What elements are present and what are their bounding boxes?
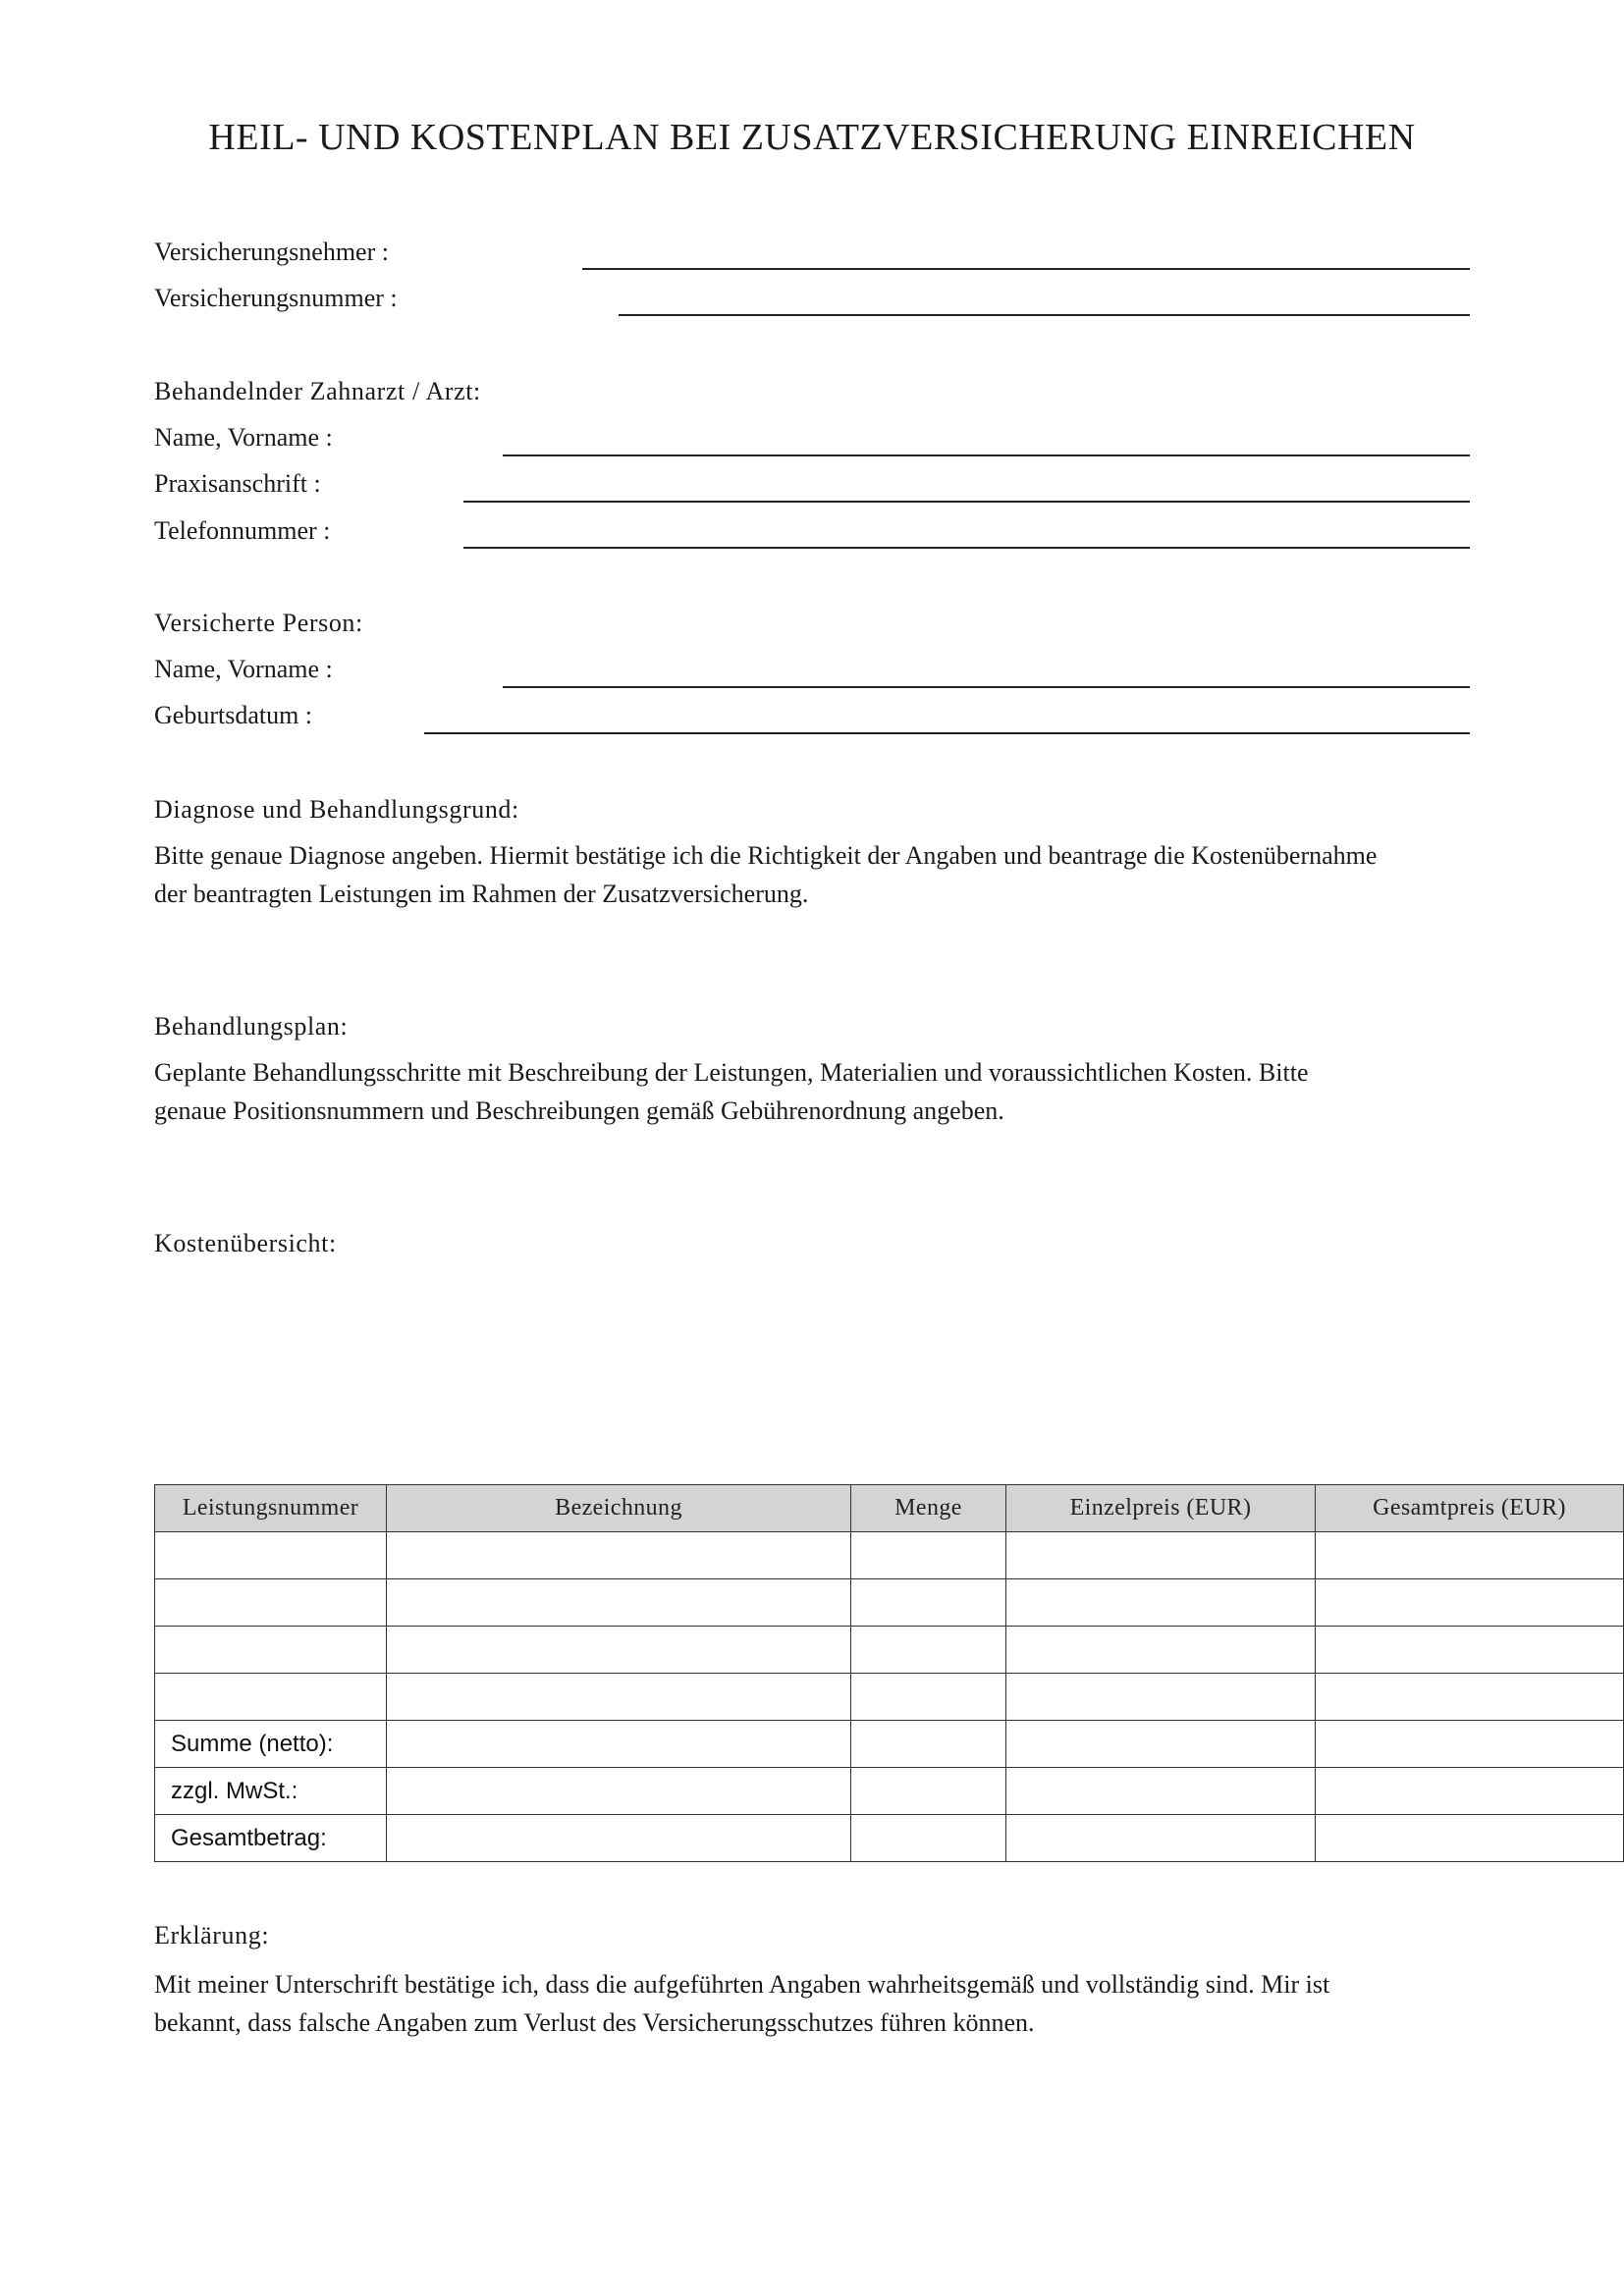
- summary-label-net: Summe (netto):: [155, 1721, 387, 1768]
- table-cell[interactable]: [1006, 1627, 1316, 1674]
- table-cell[interactable]: [387, 1627, 851, 1674]
- table-cell[interactable]: [1006, 1674, 1316, 1721]
- phone-label: Telefonnummer :: [154, 516, 331, 545]
- summary-row-net: [155, 1721, 1624, 1768]
- birthdate-label: Geburtsdatum :: [154, 701, 313, 729]
- column-header-quantity: Menge: [851, 1485, 1006, 1532]
- dentist-heading: Behandelnder Zahnarzt / Arzt:: [154, 377, 481, 405]
- insured-name-field[interactable]: [503, 686, 1470, 688]
- page-title: HEIL- UND KOSTENPLAN BEI ZUSATZVERSICHERUNG EINREICHEN: [208, 117, 1416, 158]
- table-cell[interactable]: [387, 1815, 851, 1862]
- summary-row-total: [155, 1815, 1624, 1862]
- practice-address-label: Praxisanschrift :: [154, 469, 321, 498]
- table-cell[interactable]: [1006, 1721, 1316, 1768]
- table-cell[interactable]: [155, 1627, 387, 1674]
- table-cell[interactable]: [155, 1674, 387, 1721]
- policy-number-field[interactable]: [619, 314, 1470, 316]
- table-cell[interactable]: [1316, 1768, 1624, 1815]
- table-row: [155, 1674, 1624, 1721]
- dentist-name-field[interactable]: [503, 454, 1470, 456]
- table-cell[interactable]: [851, 1721, 1006, 1768]
- cost-overview-heading: Kostenübersicht:: [154, 1229, 337, 1257]
- policy-number-label: Versicherungsnummer :: [154, 284, 398, 312]
- table-row: [155, 1532, 1624, 1579]
- table-cell[interactable]: [1006, 1768, 1316, 1815]
- diagnosis-text-line: Bitte genaue Diagnose angeben. Hiermit bestätige ich die Richtigkeit der Angaben und beantrage die Kostenübernahme: [154, 841, 1378, 870]
- declaration-text-line: bekannt, dass falsche Angaben zum Verlust des Versicherungsschutzes führen können.: [154, 2008, 1035, 2037]
- phone-field[interactable]: [463, 547, 1470, 549]
- practice-address-field[interactable]: [463, 501, 1470, 503]
- treatment-plan-text: [154, 1053, 1529, 1130]
- column-header-service-number: Leistungsnummer: [155, 1485, 387, 1532]
- table-cell[interactable]: [851, 1674, 1006, 1721]
- table-cell[interactable]: [1316, 1721, 1624, 1768]
- diagnosis-heading: Diagnose und Behandlungsgrund:: [154, 795, 519, 824]
- diagnosis-text: [154, 836, 1529, 913]
- table-cell[interactable]: [155, 1579, 387, 1627]
- treatment-plan-text-line: genaue Positionsnummern und Beschreibungen gemäß Gebührenordnung angeben.: [154, 1096, 1004, 1125]
- column-header-description: Bezeichnung: [387, 1485, 851, 1532]
- table-cell[interactable]: [1316, 1674, 1624, 1721]
- table-cell[interactable]: [1316, 1532, 1624, 1579]
- table-row: [155, 1579, 1624, 1627]
- table-cell[interactable]: [851, 1627, 1006, 1674]
- table-cell[interactable]: [155, 1532, 387, 1579]
- table-cell[interactable]: [851, 1579, 1006, 1627]
- insured-person-heading: Versicherte Person:: [154, 609, 363, 637]
- table-cell[interactable]: [1006, 1532, 1316, 1579]
- treatment-plan-text-line: Geplante Behandlungsschritte mit Beschreibung der Leistungen, Materialien und voraussichtlichen Kosten. Bitte: [154, 1058, 1309, 1087]
- table-cell[interactable]: [1006, 1815, 1316, 1862]
- table-cell[interactable]: [387, 1532, 851, 1579]
- table-cell[interactable]: [387, 1579, 851, 1627]
- declaration-text: [154, 1965, 1529, 2042]
- policyholder-field[interactable]: [582, 268, 1470, 270]
- table-cell[interactable]: [851, 1815, 1006, 1862]
- table-cell[interactable]: [1316, 1815, 1624, 1862]
- declaration-text-line: Mit meiner Unterschrift bestätige ich, dass die aufgeführten Angaben wahrheitsgemäß und vollständig sind. Mir ist: [154, 1970, 1330, 1999]
- cost-table: [154, 1484, 1624, 1862]
- table-cell[interactable]: [851, 1768, 1006, 1815]
- summary-row-vat: [155, 1768, 1624, 1815]
- diagnosis-text-line: der beantragten Leistungen im Rahmen der Zusatzversicherung.: [154, 880, 809, 908]
- summary-label-vat: zzgl. MwSt.:: [155, 1768, 387, 1815]
- table-cell[interactable]: [387, 1768, 851, 1815]
- dentist-name-label: Name, Vorname :: [154, 423, 333, 452]
- table-row: [155, 1627, 1624, 1674]
- insured-name-label: Name, Vorname :: [154, 655, 333, 683]
- table-cell[interactable]: [851, 1532, 1006, 1579]
- table-cell[interactable]: [1006, 1579, 1316, 1627]
- column-header-total-price: Gesamtpreis (EUR): [1316, 1485, 1624, 1532]
- column-header-unit-price: Einzelpreis (EUR): [1006, 1485, 1316, 1532]
- declaration-heading: Erklärung:: [154, 1921, 270, 1949]
- table-cell[interactable]: [1316, 1627, 1624, 1674]
- policyholder-label: Versicherungsnehmer :: [154, 238, 389, 266]
- birthdate-field[interactable]: [424, 732, 1470, 734]
- treatment-plan-heading: Behandlungsplan:: [154, 1012, 349, 1041]
- table-cell[interactable]: [387, 1721, 851, 1768]
- table-header-row: [155, 1485, 1624, 1532]
- summary-label-total: Gesamtbetrag:: [155, 1815, 387, 1862]
- table-cell[interactable]: [1316, 1579, 1624, 1627]
- table-cell[interactable]: [387, 1674, 851, 1721]
